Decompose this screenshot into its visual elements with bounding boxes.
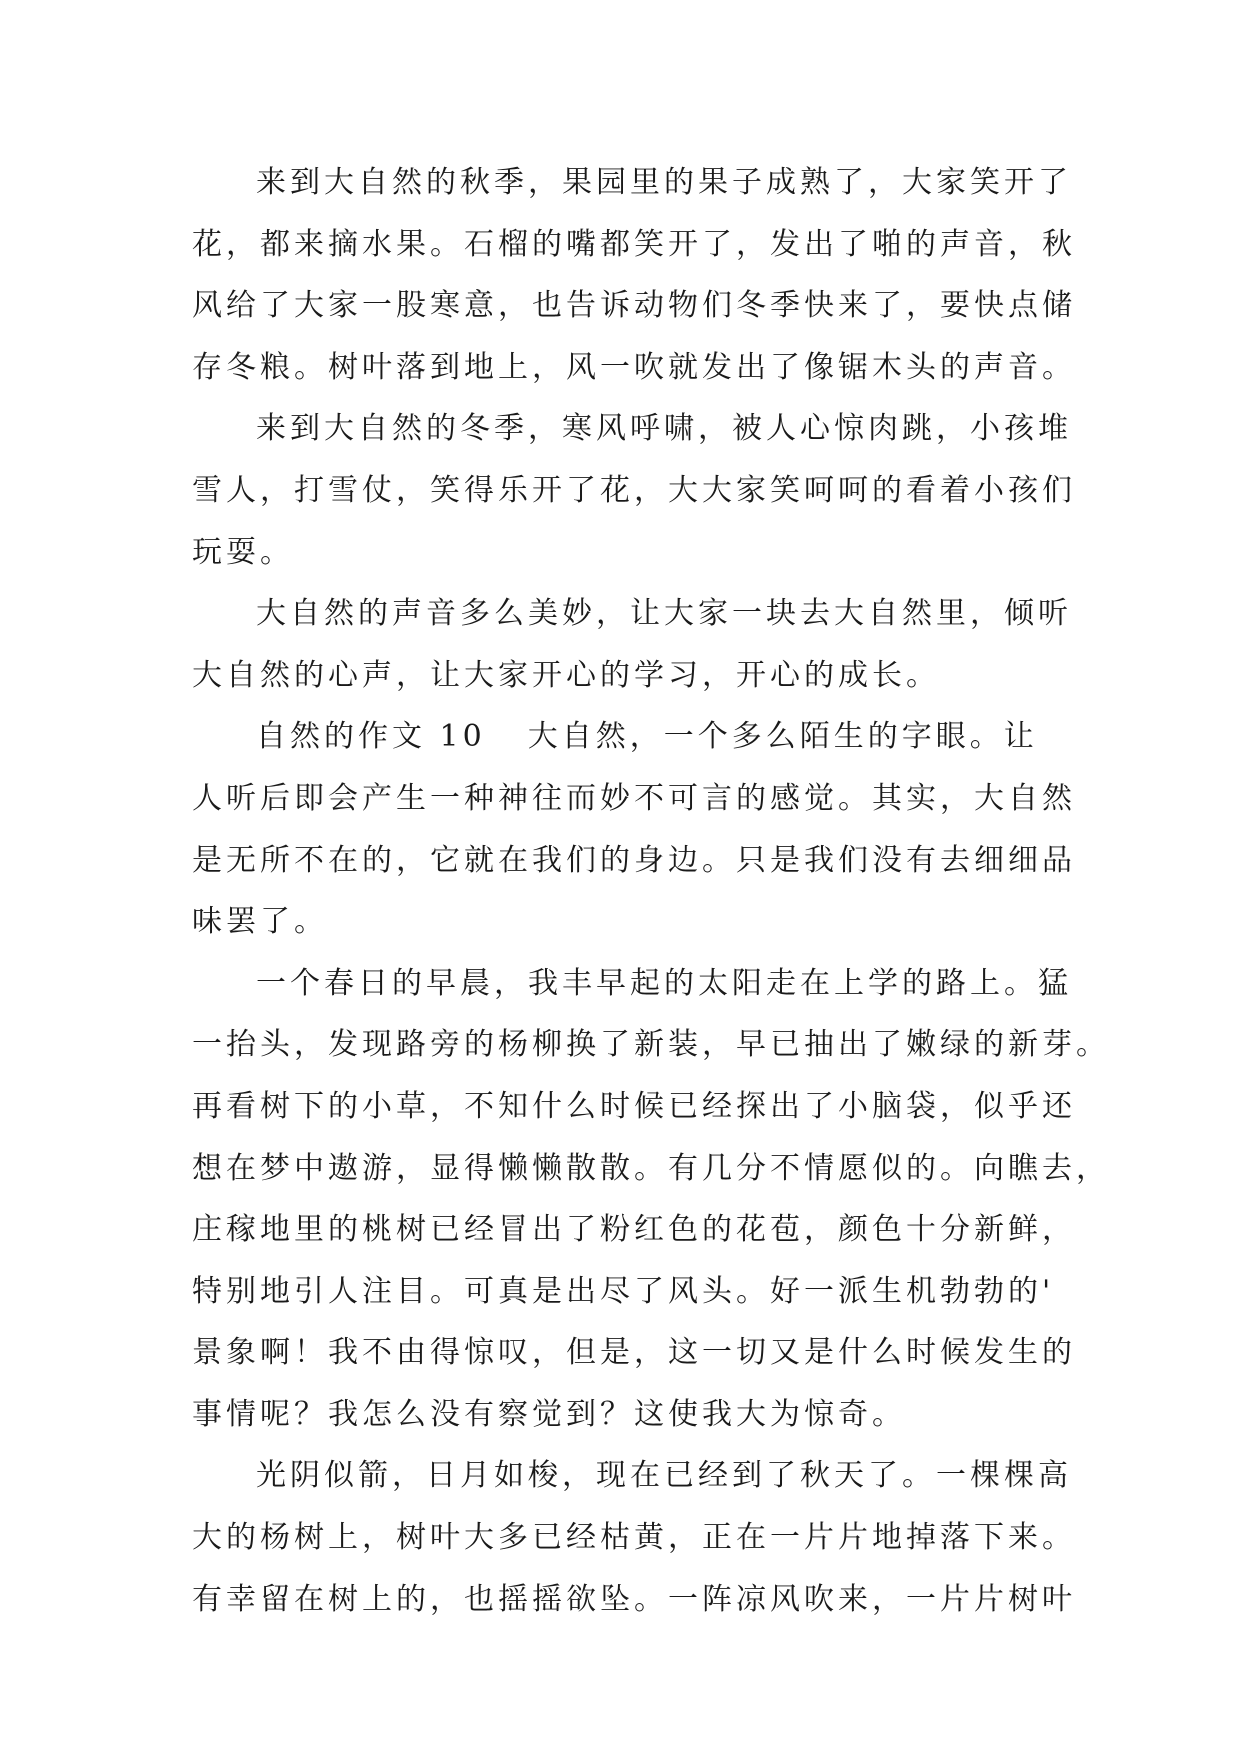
text-line: 玩耍。 — [192, 534, 294, 570]
text-line: 风给了大家一股寒意，也告诉动物们冬季快来了，要快点储 — [192, 288, 1076, 324]
text-line: 存冬粮。树叶落到地上，风一吹就发出了像锯木头的声音。 — [192, 349, 1076, 385]
text-line: 是无所不在的，它就在我们的身边。只是我们没有去细细品 — [192, 842, 1076, 878]
text-line: 有幸留在树上的，也摇摇欲坠。一阵凉风吹来，一片片树叶 — [192, 1581, 1076, 1617]
text-line: 大的杨树上，树叶大多已经枯黄，正在一片片地掉落下来。 — [192, 1520, 1076, 1556]
text-line: 来到大自然的冬季，寒风呼啸，被人心惊肉跳，小孩堆 — [256, 411, 1072, 447]
text-line: 庄稼地里的桃树已经冒出了粉红色的花苞，颜色十分新鲜， — [192, 1212, 1076, 1248]
text-line: 大自然的心声，让大家开心的学习，开心的成长。 — [192, 657, 940, 693]
text-line: 再看树下的小草，不知什么时候已经探出了小脑袋，似乎还 — [192, 1088, 1076, 1124]
text-fragment: 大自然，一个多么陌生的字眼。让 — [527, 719, 1038, 755]
text-line: 一个春日的早晨，我丰早起的太阳走在上学的路上。猛 — [256, 965, 1072, 1001]
document-body — [192, 152, 1110, 1630]
text-line: 一抬头，发现路旁的杨柳换了新装，早已抽出了嫩绿的新芽。 — [192, 1027, 1110, 1063]
text-line: 来到大自然的秋季，果园里的果子成熟了，大家笑开了 — [256, 165, 1072, 200]
text-line: 花，都来摘水果。石榴的嘴都笑开了，发出了啪的声音，秋 — [192, 226, 1076, 262]
text-line: 想在梦中遨游，显得懒懒散散。有几分不情愿似的。向瞧去， — [192, 1150, 1110, 1186]
text-line: 特别地引人注目。可真是出尽了风头。好一派生机勃勃的' — [192, 1273, 1055, 1309]
text-line: 雪人，打雪仗，笑得乐开了花，大大家笑呵呵的看着小孩们 — [192, 472, 1076, 508]
text-line: 大自然的声音多么美妙，让大家一块去大自然里，倾听 — [256, 596, 1072, 632]
text-line: 光阴似箭，日月如梭，现在已经到了秋天了。一棵棵高 — [256, 1458, 1072, 1494]
text-line: 事情呢？我怎么没有察觉到？这使我大为惊奇。 — [192, 1396, 906, 1432]
text-line: 景象啊！我不由得惊叹，但是，这一切又是什么时候发生的 — [192, 1335, 1076, 1371]
text-line: 人听后即会产生一种神往而妙不可言的感觉。其实，大自然 — [192, 780, 1076, 816]
text-line-with-heading — [192, 706, 1072, 768]
essay-heading: 自然的作文 10 — [256, 719, 486, 755]
text-line: 味罢了。 — [192, 904, 328, 940]
